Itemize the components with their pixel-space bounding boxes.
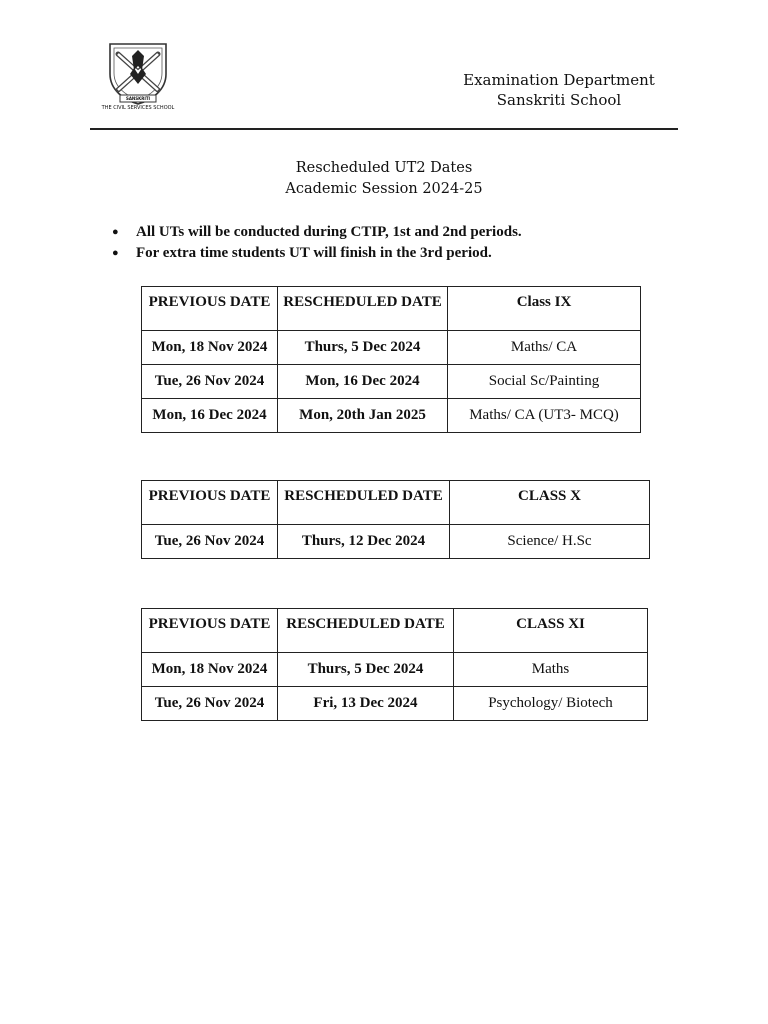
instructions-list xyxy=(112,222,522,264)
table-row xyxy=(142,687,648,721)
col-header-class: CLASS XI xyxy=(454,609,648,653)
rescheduled-date-cell: Thurs, 5 Dec 2024 xyxy=(278,653,454,687)
subject-cell: Social Sc/Painting xyxy=(448,365,641,399)
col-header-rescheduled-date: RESCHEDULED DATE xyxy=(278,287,448,331)
col-header-previous-date: PREVIOUS DATE xyxy=(142,481,278,525)
table-row xyxy=(142,331,641,365)
title-line-1: Rescheduled UT2 Dates xyxy=(295,160,473,176)
logo-banner: SANSKRITI xyxy=(125,96,151,101)
table-header-row xyxy=(142,287,641,331)
rescheduled-date-cell: Mon, 20th Jan 2025 xyxy=(278,399,448,433)
table-row xyxy=(142,365,641,399)
class-ix-schedule-table xyxy=(141,286,641,433)
table-row xyxy=(142,653,648,687)
col-header-rescheduled-date: RESCHEDULED DATE xyxy=(278,609,454,653)
logo-motto: THE CIVIL SERVICES SCHOOL xyxy=(101,105,175,111)
class-xi-schedule-table xyxy=(141,608,648,721)
previous-date-cell: Mon, 18 Nov 2024 xyxy=(142,331,278,365)
department-name: Examination Department xyxy=(463,71,655,89)
subject-cell: Science/ H.Sc xyxy=(450,525,650,559)
class-x-schedule-table xyxy=(141,480,650,559)
subject-cell: Maths/ CA xyxy=(448,331,641,365)
previous-date-cell: Tue, 26 Nov 2024 xyxy=(142,525,278,559)
previous-date-cell: Mon, 18 Nov 2024 xyxy=(142,653,278,687)
col-header-previous-date: PREVIOUS DATE xyxy=(142,287,278,331)
table-row xyxy=(142,399,641,433)
instruction-item: ● All UTs will be conducted during CTIP, 1st and 2nd periods. xyxy=(112,222,522,243)
instruction-item: ● For extra time students UT will finish in the 3rd period. xyxy=(112,243,522,264)
table-header-row xyxy=(142,609,648,653)
col-header-class: Class IX xyxy=(448,287,641,331)
title-line-2: Academic Session 2024-25 xyxy=(285,181,483,197)
subject-cell: Psychology/ Biotech xyxy=(454,687,648,721)
rescheduled-date-cell: Thurs, 5 Dec 2024 xyxy=(278,331,448,365)
table-header-row xyxy=(142,481,650,525)
header-divider xyxy=(90,128,678,130)
department-heading xyxy=(432,70,686,110)
school-name: Sanskriti School xyxy=(496,91,622,109)
previous-date-cell: Tue, 26 Nov 2024 xyxy=(142,687,278,721)
subject-cell: Maths/ CA (UT3- MCQ) xyxy=(448,399,641,433)
col-header-rescheduled-date: RESCHEDULED DATE xyxy=(278,481,450,525)
subject-cell: Maths xyxy=(454,653,648,687)
rescheduled-date-cell: Mon, 16 Dec 2024 xyxy=(278,365,448,399)
previous-date-cell: Mon, 16 Dec 2024 xyxy=(142,399,278,433)
school-crest-logo xyxy=(104,40,172,114)
document-title xyxy=(0,158,768,200)
rescheduled-date-cell: Fri, 13 Dec 2024 xyxy=(278,687,454,721)
table-row xyxy=(142,525,650,559)
previous-date-cell: Tue, 26 Nov 2024 xyxy=(142,365,278,399)
col-header-previous-date: PREVIOUS DATE xyxy=(142,609,278,653)
col-header-class: CLASS X xyxy=(450,481,650,525)
rescheduled-date-cell: Thurs, 12 Dec 2024 xyxy=(278,525,450,559)
